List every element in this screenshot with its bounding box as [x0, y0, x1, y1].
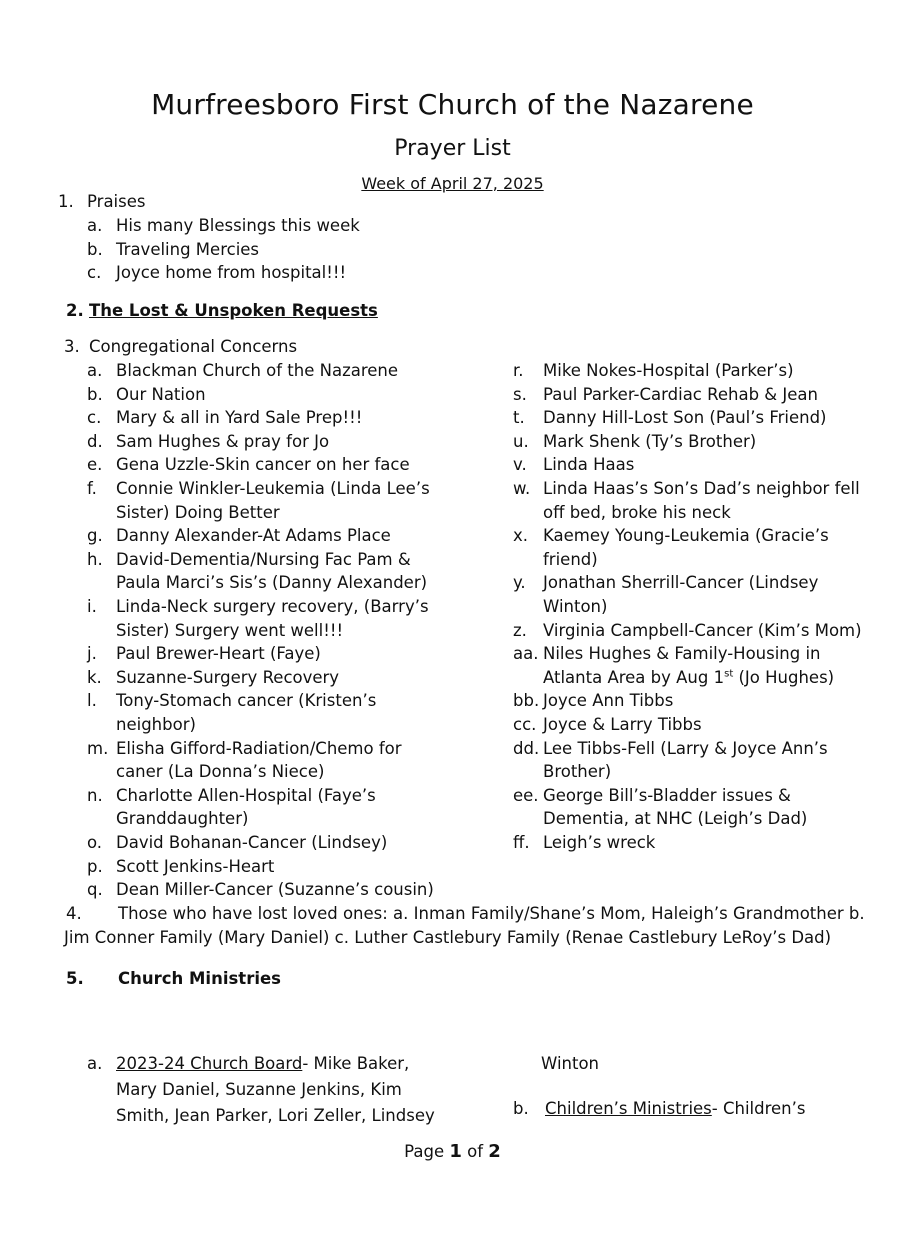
ministry-children-label: b.	[513, 1099, 529, 1118]
concern-item: Mark Shenk (Ty’s Brother)	[543, 431, 757, 451]
concern-item-label: dd.	[513, 738, 540, 758]
section-lost	[66, 299, 378, 323]
concern-item: Paul Brewer-Heart (Faye)	[116, 644, 321, 664]
concern-item: Lee Tibbs-Fell (Larry & Joyce Ann’s	[543, 738, 828, 758]
concern-item: Jonathan Sherrill-Cancer (Lindsey	[543, 573, 819, 593]
section-lost-loved-ones	[66, 902, 865, 926]
section-concerns	[64, 335, 298, 359]
concern-item: David Bohanan-Cancer (Lindsey)	[116, 833, 388, 852]
concern-item: off bed, broke his neck	[543, 502, 731, 522]
concern-item-label: bb.	[513, 691, 540, 711]
concern-item: Linda Haas’s Son’s Dad’s neighbor fell	[543, 479, 860, 498]
lost-loved-line-2: Jim Conner Family (Mary Daniel) c. Luther Castlebury Family (Renae Castlebury LeRoy’s Dad)	[64, 928, 832, 947]
ministry-board-line-3: Smith, Jean Parker, Lori Zeller, Lindsey	[116, 1106, 435, 1125]
praise-item: Traveling Mercies	[116, 239, 260, 259]
concern-item-label: w.	[513, 479, 531, 498]
concern-item: Tony-Stomach cancer (Kristen’s	[116, 691, 377, 711]
concern-item: Atlanta Area by Aug 1st (Jo Hughes)	[543, 667, 835, 687]
concern-item-label: t.	[513, 408, 525, 428]
concern-item-label: b.	[87, 384, 103, 404]
concern-item: Scott Jenkins-Heart	[116, 856, 275, 876]
concern-item-label: j.	[87, 644, 97, 664]
concern-item-label: h.	[87, 549, 103, 569]
concern-item: Sister) Surgery went well!!!	[116, 620, 344, 640]
concern-item: Elisha Gifford-Radiation/Chemo for	[116, 738, 402, 758]
concern-item: Connie Winkler-Leukemia (Linda Lee’s	[116, 479, 430, 498]
praise-item: Joyce home from hospital!!!	[116, 263, 347, 283]
ministry-children: Children’s Ministries- Children’s	[545, 1099, 806, 1118]
concern-item: Virginia Campbell-Cancer (Kim’s Mom)	[543, 620, 862, 640]
concern-item: neighbor)	[116, 715, 196, 734]
concern-item-label: aa.	[513, 644, 539, 664]
page-total: 2	[488, 1141, 501, 1162]
section-heading: Praises	[87, 192, 146, 211]
concern-item: Blackman Church of the Nazarene	[116, 361, 399, 380]
concern-item: Joyce & Larry Tibbs	[543, 715, 702, 734]
section-number: 2.	[66, 301, 84, 320]
concern-item: Kaemey Young-Leukemia (Gracie’s	[543, 526, 829, 546]
concern-item-label: y.	[513, 573, 526, 593]
concern-item-label: u.	[513, 431, 529, 451]
concern-item-label: n.	[87, 785, 103, 805]
concern-item: David-Dementia/Nursing Fac Pam &	[116, 549, 411, 569]
ministry-board-continued: Winton	[541, 1054, 600, 1073]
praise-item-label: c.	[87, 263, 102, 283]
concern-item: George Bill’s-Bladder issues &	[543, 785, 791, 805]
concern-item: Mike Nokes-Hospital (Parker’s)	[543, 361, 794, 380]
childrens-ministries-link[interactable]: Children’s Ministries	[545, 1099, 712, 1118]
concern-item-label: p.	[87, 856, 103, 876]
concern-item-label: q.	[87, 880, 103, 900]
concern-item: friend)	[543, 549, 598, 569]
concern-item: Charlotte Allen-Hospital (Faye’s	[116, 785, 376, 805]
lost-loved-line-1: Those who have lost loved ones: a. Inman Family/Shane’s Mom, Haleigh’s Grandmother b.	[118, 904, 865, 923]
concern-item-label: d.	[87, 431, 103, 451]
concern-item: Joyce Ann Tibbs	[543, 691, 674, 711]
concern-item: Linda-Neck surgery recovery, (Barry’s	[116, 597, 429, 616]
ministry-board-label: a.	[87, 1054, 103, 1073]
concern-item: caner (La Donna’s Niece)	[116, 762, 325, 782]
concern-item-label: ff.	[513, 833, 530, 852]
concern-item: Dean Miller-Cancer (Suzanne’s cousin)	[116, 880, 434, 900]
concern-item: Niles Hughes & Family-Housing in	[543, 644, 821, 664]
ministry-board: 2023-24 Church Board- Mike Baker,	[116, 1054, 410, 1073]
week-of-date: Week of April 27, 2025	[361, 174, 544, 193]
concern-item: Paula Marci’s Sis’s (Danny Alexander)	[116, 573, 428, 593]
concern-item: Leigh’s wreck	[543, 833, 656, 852]
section-praises	[58, 190, 146, 214]
concern-item-label: c.	[87, 408, 102, 428]
section-heading: Congregational Concerns	[89, 337, 298, 356]
church-board-link[interactable]: 2023-24 Church Board	[116, 1054, 303, 1073]
praise-item: His many Blessings this week	[116, 216, 360, 235]
ministry-board-line-2: Mary Daniel, Suzanne Jenkins, Kim	[116, 1080, 402, 1099]
concern-item-label: f.	[87, 479, 97, 498]
concern-item: Brother)	[543, 762, 612, 782]
section-heading: Church Ministries	[118, 969, 282, 988]
concern-item-label: ee.	[513, 785, 539, 805]
concern-item-label: v.	[513, 455, 527, 475]
section-number: 4.	[66, 904, 82, 923]
concern-item-label: e.	[87, 455, 103, 475]
concern-item: Gena Uzzle-Skin cancer on her face	[116, 455, 410, 475]
section-number: 3.	[64, 337, 80, 356]
concern-item-label: cc.	[513, 715, 537, 734]
concern-item-label: a.	[87, 361, 103, 380]
concern-item: Suzanne-Surgery Recovery	[116, 667, 340, 687]
concern-item: Linda Haas	[543, 455, 635, 475]
concern-item: Sister) Doing Better	[116, 502, 280, 522]
concern-item-label: s.	[513, 384, 527, 404]
concern-item: Sam Hughes & pray for Jo	[116, 431, 330, 451]
section-number: 1.	[58, 192, 74, 211]
concern-item-label: k.	[87, 667, 102, 687]
concern-item: Winton)	[543, 597, 608, 616]
concern-item: Dementia, at NHC (Leigh’s Dad)	[543, 809, 808, 829]
concern-item-label: g.	[87, 526, 103, 546]
concern-item: Mary & all in Yard Sale Prep!!!	[116, 408, 363, 428]
concern-item: Danny Alexander-At Adams Place	[116, 526, 391, 546]
praise-item-label: a.	[87, 216, 103, 235]
concern-item: Our Nation	[116, 384, 206, 404]
concern-item-label: z.	[513, 620, 527, 640]
concern-item: Granddaughter)	[116, 809, 249, 829]
concern-item-label: o.	[87, 833, 103, 852]
page-footer: Page 1 of 2	[404, 1141, 501, 1162]
section-heading: The Lost & Unspoken Requests	[89, 301, 378, 320]
section-number: 5.	[66, 969, 84, 988]
document-subtitle: Prayer List	[394, 136, 511, 161]
concern-item: Paul Parker-Cardiac Rehab & Jean	[543, 384, 818, 404]
concern-item-label: i.	[87, 597, 97, 616]
concern-item-label: m.	[87, 738, 109, 758]
concern-item-label: l.	[87, 691, 97, 711]
section-ministries	[66, 967, 282, 991]
praise-item-label: b.	[87, 239, 103, 259]
page-current: 1	[449, 1141, 462, 1162]
concern-item-label: r.	[513, 361, 524, 380]
concern-item-label: x.	[513, 526, 529, 546]
document-title: Murfreesboro First Church of the Nazarene	[151, 88, 754, 121]
concern-item: Danny Hill-Lost Son (Paul’s Friend)	[543, 408, 827, 428]
